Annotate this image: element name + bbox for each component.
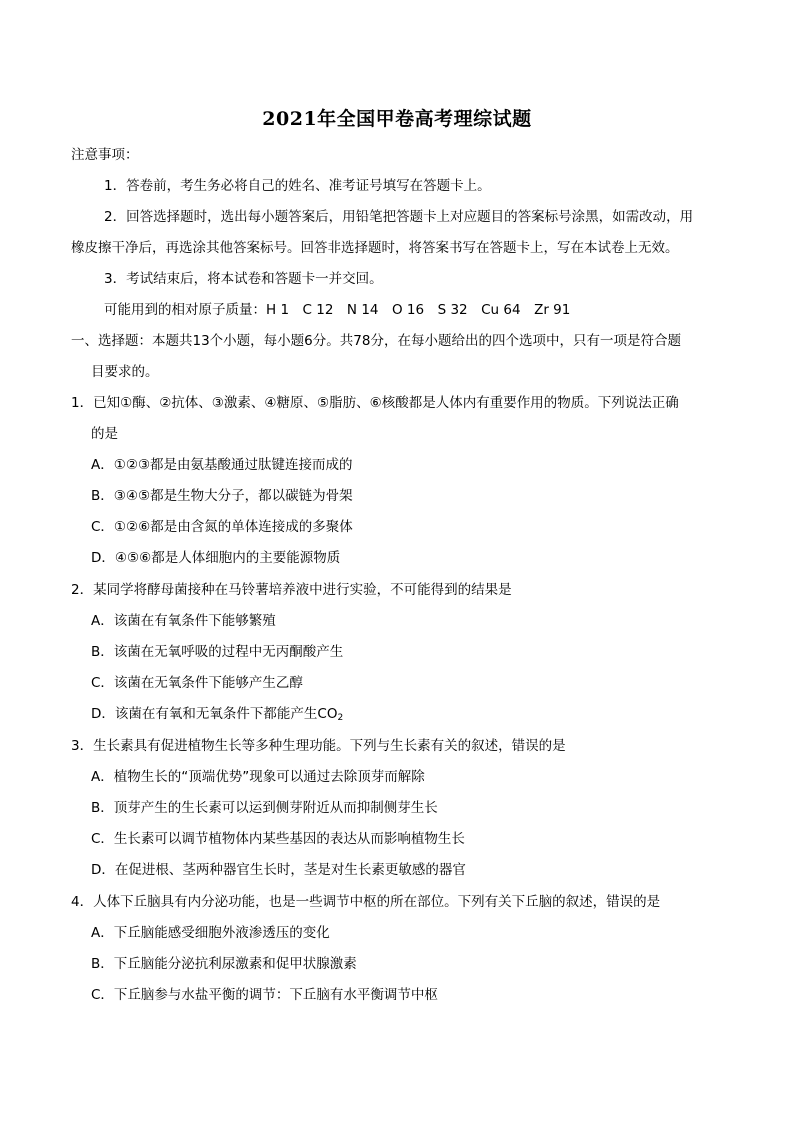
notice-item: 1．答卷前，考生务必将自己的姓名、准考证号填写在答题卡上。 <box>104 178 491 194</box>
section-heading: 一、选择题：本题共13个小题，每小题6分。共78分，在每小题给出的四个选项中，只有一项是符合题 <box>71 333 681 349</box>
answer-option: B．③④⑤都是生物大分子，都以碳链为骨架 <box>91 488 353 504</box>
notice-item: 3．考试结束后，将本试卷和答题卡一并交回。 <box>104 271 383 287</box>
answer-option: B．该菌在无氧呼吸的过程中无丙酮酸产生 <box>91 644 344 660</box>
question-stem-continued: 的是 <box>91 426 118 442</box>
answer-option: B．顶芽产生的生长素可以运到侧芽附近从而抑制侧芽生长 <box>91 800 438 816</box>
answer-option: D．④⑤⑥都是人体细胞内的主要能源物质 <box>91 550 341 566</box>
question-stem: 1．已知①酶、②抗体、③激素、④糖原、⑤脂肪、⑥核酸都是人体内有重要作用的物质。下列说法正确 <box>71 395 679 411</box>
answer-option <box>91 705 343 723</box>
question-stem: 4．人体下丘脑具有内分泌功能，也是一些调节中枢的所在部位。下列有关下丘脑的叙述，错误的是 <box>71 894 661 910</box>
answer-option: A．植物生长的“顶端优势”现象可以通过去除顶芽而解除 <box>91 769 425 785</box>
section-heading-continued: 目要求的。 <box>91 364 159 380</box>
atomic-mass-line: 可能用到的相对原子质量：H 1 C 12 N 14 O 16 S 32 Cu 64 Zr 91 <box>104 302 571 318</box>
answer-option: C．生长素可以调节植物体内某些基因的表达从而影响植物生长 <box>91 831 465 847</box>
answer-option: A．①②③都是由氨基酸通过肽键连接而成的 <box>91 457 353 473</box>
question-stem: 3．生长素具有促进植物生长等多种生理功能。下列与生长素有关的叙述，错误的是 <box>71 738 566 754</box>
answer-option: D．在促进根、茎两种器官生长时，茎是对生长素更敏感的器官 <box>91 862 466 878</box>
co2-subscript: 2 <box>337 713 344 723</box>
page-title: 2021年全国甲卷高考理综试题 <box>262 108 532 130</box>
answer-option-text: D．该菌在有氧和无氧条件下都能产生CO <box>91 706 338 722</box>
answer-option: A．下丘脑能感受细胞外液渗透压的变化 <box>91 925 330 941</box>
answer-option: C．①②⑥都是由含氮的单体连接成的多聚体 <box>91 519 353 535</box>
answer-option: C．该菌在无氧条件下能够产生乙醇 <box>91 675 303 691</box>
answer-option: A．该菌在有氧条件下能够繁殖 <box>91 613 276 629</box>
answer-option: C．下丘脑参与水盐平衡的调节：下丘脑有水平衡调节中枢 <box>91 987 438 1003</box>
notice-item-continued: 橡皮擦干净后，再选涂其他答案标号。回答非选择题时，将答案书写在答题卡上，写在本试卷上无效。 <box>71 240 679 256</box>
notice-item: 2．回答选择题时，选出每小题答案后，用铅笔把答题卡上对应题目的答案标号涂黑，如需改动，用 <box>104 209 694 225</box>
notice-heading: 注意事项： <box>71 147 139 163</box>
answer-option: B．下丘脑能分泌抗利尿激素和促甲状腺激素 <box>91 956 357 972</box>
question-stem: 2．某同学将酵母菌接种在马铃薯培养液中进行实验，不可能得到的结果是 <box>71 582 512 598</box>
